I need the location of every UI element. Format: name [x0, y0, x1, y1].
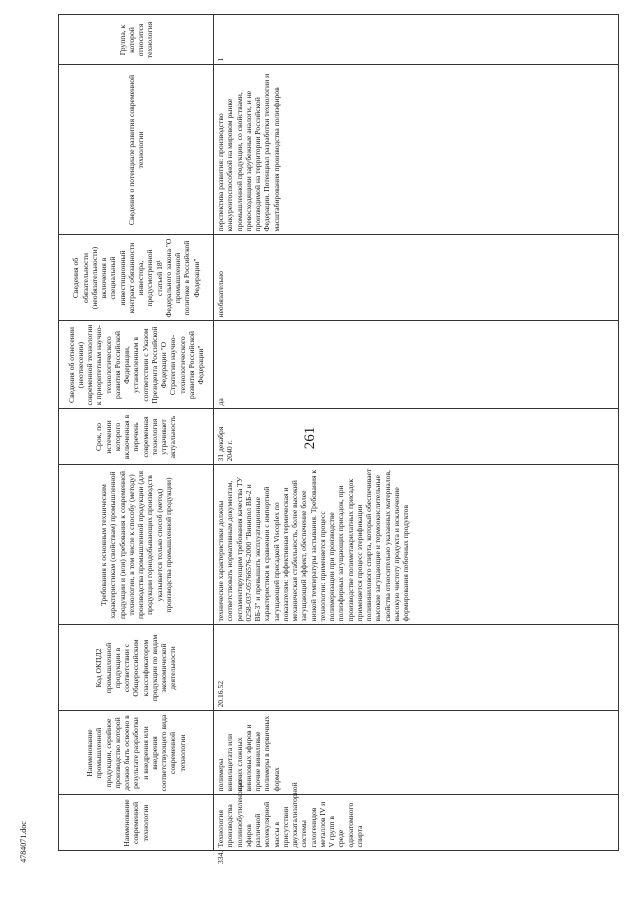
header-expiry: Срок, по истечении которого включенная в перечень современная технология утрачивает актуальность [59, 409, 214, 465]
header-requirements: Требования к основным техническим характеристикам (свойствам) промышленной продукции и (или) требования к современной технологии, в том числе к способу (методу) производства промышленной продукции (для продукции горнодобывающих производств указывается только способ (метод) производства промышленной продукции) [59, 465, 214, 625]
header-group: Группа, к которой относится технология [59, 15, 214, 65]
header-number-spacer [59, 851, 214, 867]
header-product-name: Наименование промышленной продукции, серийное производство которой должно быть освоено в результате разработки и внедрения или внедрения соответствующего вида современной технологии [59, 711, 214, 795]
cell-group: 1 [214, 15, 619, 65]
cell-product: полимеры винилацетата или прочих сложных виниловых эфиров и прочие виниловые полимеры в первичных формах [214, 711, 619, 795]
row-number: 334. [215, 850, 225, 864]
page-number: 261 [302, 426, 318, 450]
cell-technology: Технология производства полиизобутиленовых эфиров различной молекулярной массы в присутствии двухкатализаторной системы галогенидов металлов IV и V групп в среде одноатомного спирта [214, 795, 619, 851]
table-row [214, 15, 619, 867]
technology-register-table [58, 15, 619, 868]
cell-potential: перспектива развития: производство конкурентоспособной на мировом рынке промышленной продукции, со свойствами, превосходящими зарубежные аналоги, и не производимой на территории Российской Федерации. Потенциал разработки технологии и масштабирования производства полиэфиров [214, 65, 619, 235]
header-spic-obligation: Сведения об обязательности (необязательности) включения в специальный инвестиционный контракт обязанности инвестора, предусмотренной статьей 18¹ Федерального закона "О промышленной политике в Российской Федерации" [59, 235, 214, 321]
cell-spic-obligation: необязательно [214, 235, 619, 321]
cell-okpd-code: 20.16.52 [214, 625, 619, 711]
document-filename: 4784071.doc [19, 821, 28, 863]
header-potential: Сведения о потенциале развития современной технологии [59, 65, 214, 235]
header-technology-name: Наименование современной технологии [59, 795, 214, 851]
header-priority: Сведения об отнесении (неотнесении) современной технологии к приоритетным научно-технологического развития Российской Федерации, установленным в соответствии с Указом Президента Российской Федерации "О Стратегии научно-технологического развития Российской Федерации" [59, 321, 214, 409]
header-row [59, 15, 214, 867]
header-okpd-code: Код ОКПД2 промышленной продукции в соответствии с Общероссийским классификатором продукции по видам экономической деятельности [59, 625, 214, 711]
cell-requirements: технические характеристики должны соответствовать нормативным документам, регламентирующим требования качества ТУ 0258-037-05766576-2000 "Винипол ВБ-2 и ВБ-3" и превышать эксплуатационные характеристики в сравнении с импортной загущающей присадкой Viscoplex по показателям: эффективная термическая и механическая стабильность, более высокий загущающий эффект, обеспечение более низкой температуры застывания. Требования к технологии: применяется процесс полимеризации при производстве полиэфирных загущающих присадок, при производстве полиметакрилатных присадок применяется процесс этерификации поливинилового спирта, который обеспечивает высокие загущающие и термоокислительные свойства относительно указанных материалов, высокую чистоту продукта и исключение формирования побочных продуктов [214, 465, 619, 625]
rotated-table-sheet [58, 15, 634, 867]
cell-expiry: 31 декабря 2040 г. [214, 409, 619, 465]
cell-priority: да [214, 321, 619, 409]
